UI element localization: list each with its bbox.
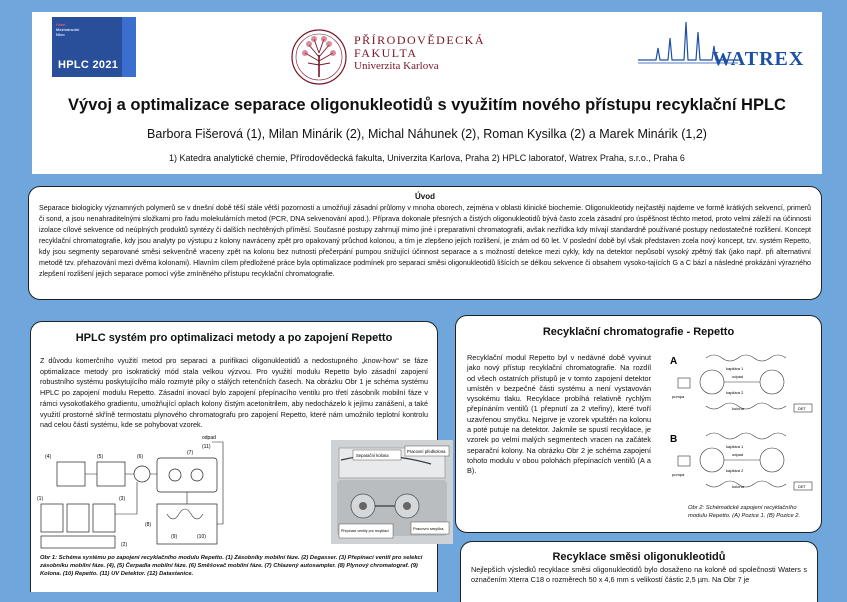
university-line3: Univerzita Karlova — [354, 60, 439, 72]
pump-b — [97, 462, 125, 486]
intro-heading: Úvod — [415, 192, 435, 201]
logo-stripe — [122, 17, 136, 77]
diagram-a — [670, 355, 812, 412]
university-name — [354, 34, 485, 73]
diag-label-11: (11) — [202, 444, 211, 450]
svg-text:kapilára 1: kapilára 1 — [726, 444, 744, 449]
diag-label-9: (9) — [171, 534, 178, 540]
svg-text:DET: DET — [798, 484, 806, 489]
intro-section — [28, 186, 822, 300]
svg-text:kolona: kolona — [732, 406, 744, 411]
svg-text:pumpa: pumpa — [672, 472, 685, 477]
hplc-schematic-diagram — [37, 434, 227, 554]
autosampler — [157, 458, 217, 492]
recycling-heading: Recyklační chromatografie - Repetto — [542, 326, 735, 338]
oligonucleotide-recycling-section — [460, 541, 818, 602]
recycling-section — [455, 315, 822, 533]
logo-line2: Mezinárodní — [56, 27, 80, 32]
authors: Barbora Fišerová (1), Milan Minárik (2), Michal Náhunek (2), Roman Kysilka (2) a Marek Minárik (1,2) — [147, 127, 707, 141]
university-line1: PŘÍRODOVĚDECKÁ — [354, 33, 486, 47]
logo-line3: Nivo — [56, 32, 65, 37]
diag-label-1: (1) — [37, 496, 44, 502]
diag-label-10: (10) — [197, 534, 206, 540]
repetto-valve-diagram — [666, 348, 816, 498]
diag-label-3: (3) — [119, 496, 126, 502]
svg-text:kapilára 1: kapilára 1 — [726, 366, 744, 371]
intro-text: Separace biologicky významných polymerů se v dnešní době těší stále větší pozornosti a umožňují zásadní průlomy v mnoha oborech, zejména v oblasti klinické biochemie. Oligonukleotidy nejčastěji najdeme ve formě krátkých sekvencí, primerů či sond, a jsou nenahraditelnými složkami pro řadu molekulárních metod (PCR, DNA sekvenování apod.). Příprava dokonale přesných a čistých oligonukleotidů bývá často zcela zásadní pro úspěšnost těchto metod, proto velmi záleží na účinnosti izolace cílové sekvence od neúplných produktů syntézy či dalších nechtěných příměsí. Současné postupy zahrnují mimo jiné i preparativní chromatografii, avšak nezřídka kdy mívají standardně používané postupy nedostatečné rozlišení. Koncept recyklační chromatografie, kdy jsou analyty po výstupu z kolony navráceny zpět pro opakovaný průchod kolonou, a tím je zlepšeno jejich rozlišení, je znám od 60 let. V poslední době byl však představen zcela nový koncept, tzv. systém Repetto, kdy jsou segmenty separované směsi sekvenčně vraceny zpět na kolonu bez nutnosti přečerpání pumpou snižující účinnost separace a s možností detekce mezi cykly, kdy na detektor nepůsobí vysoký zpětný tlak (jako např. při alternativní metodě tzv. přehazování mezi dvěma kolonami). Hlavním cílem předložené práce byla optimalizace podmínek pro separaci směsi oligonukleotidů lišících se délkou sekvence či obsahem vysoko-tajících G a C bází a následné prokázání výrazného zlepšení rozlišení jejich separace pomocí výše zmíněného přístupu recyklační chromatografie. — [39, 204, 811, 278]
svg-text:kapilára 2: kapilára 2 — [726, 390, 744, 395]
diag-label-4: (4) — [45, 454, 52, 460]
university-line2: FAKULTA — [354, 46, 418, 60]
figure2-caption: Obr 2: Schématické zapojení recyklačního modulu Repetto. (A) Pozice 1. (B) Pozice 2. — [688, 505, 801, 519]
university-seal-icon — [290, 27, 348, 87]
pump-a — [57, 462, 85, 486]
recycling-text: Recyklační modul Repetto byl v nedávné době vyvinut jako nový přístup recyklační chromatografie. Na rozdíl od všech ostatních přístupů je v tomto zapojení detektor umístěn v bezpečné části systému a není vystavován vysokému tlaku. Recyklace probíhá relativně rychlým přepínáním ventilů (1 přepnutí za 2 vteřiny), které tvoří uzavřenou smyčku. Nejprve je vzorek vpuštěn na kolonu a poté putuje na detektor. Jakmile se spustí recyklace, je vzorek po velmi malých segmentech vracen na začátek separační kolony. Na obrázku Obr 2 je schéma zapojení tohoto modulu v obou polohách přepínacích ventilů (A a B). — [467, 353, 651, 476]
repetto-photo — [331, 440, 453, 544]
watrex-logo: WATREX — [712, 48, 805, 70]
oligonucleotide-recycling-text: Nejlepších výsledků recyklace směsi oligonukleotidů bylo dosaženo na koloně od společnosti Waters s označením Xterra C18 o rozměrech 50 x 4,6 mm s velikostí částic 2,5 µm. Na Obr 7 je — [471, 565, 807, 584]
svg-text:kolona: kolona — [732, 484, 744, 489]
diag-label-6: (6) — [137, 454, 144, 460]
svg-text:odpad: odpad — [732, 452, 744, 457]
photo-label-pump: Pracovní předkolona — [407, 449, 446, 454]
photo-label-separation: Separační kolona — [356, 453, 389, 458]
logo-small-text — [56, 22, 79, 37]
diagram-b — [670, 433, 812, 490]
diag-a-letter: A — [670, 356, 678, 367]
logo-label: HPLC 2021 — [58, 59, 119, 71]
hplc-system-section — [30, 321, 446, 592]
svg-text:odpad: odpad — [732, 374, 744, 379]
logo-line1: Hotel — [56, 22, 66, 27]
gc-oven — [157, 504, 217, 544]
mixer — [134, 466, 150, 482]
photo-label-work: Pracovní smyčka — [413, 526, 444, 531]
photo-label-valves: Přepínací ventily pro recyklaci — [341, 529, 389, 533]
diag-b-letter: B — [670, 434, 678, 445]
svg-text:pumpa: pumpa — [672, 394, 685, 399]
svg-text:DET: DET — [798, 406, 806, 411]
hplc-2021-logo — [52, 17, 136, 77]
reservoir-2 — [67, 504, 89, 532]
oligonucleotide-recycling-heading: Recyklace směsi oligonukleotidů — [552, 551, 726, 563]
diag-label-2: (2) — [121, 542, 128, 548]
reservoir-3 — [93, 504, 115, 532]
diag-label-7: (7) — [187, 450, 194, 456]
hplc-system-heading: HPLC systém pro optimalizaci metody a po zapojení Repetto — [75, 332, 393, 344]
reservoir-1 — [41, 504, 63, 532]
diag-label-waste: odpad — [202, 435, 216, 441]
poster-title: Vývoj a optimalizace separace oligonukleotidů s využitím nového přístupu recyklační HPLC — [68, 96, 786, 114]
poster-header — [32, 12, 822, 174]
degasser — [41, 536, 115, 548]
svg-text:kapilára 2: kapilára 2 — [726, 468, 744, 473]
diag-label-8: (8) — [145, 522, 152, 528]
figure1-caption: Obr 1: Schéma systému po zapojení recyklačního modulu Repetto. (1) Zásobníky mobilní fáze. (2) Degasser. (3) Přepínací ventil pro selekci zásobníku mobilní fáze. (4), (5) Čerpadla mobilní fáze. (6) Směšovač mobilní fáze. (7) Chlazený autosampler. (8) Plynový chromatograf. (9) Kolona. (10) Repetto. (11) UV Detektor. (12) Datastanice. — [40, 555, 423, 577]
diag-label-5: (5) — [97, 454, 104, 460]
hplc-system-text: Z důvodu komerčního využití metod pro separaci a purifikaci oligonukleotidů a nedostupného „know-how“ se fáze optimalizace metody pro isokratický mód stala velkou výzvou. Pro využití modulu Repetto bylo zásadní zapojení robustního systému poskytujícího málo rozmyté píky o stálých retenčních časech. Na obrázku Obr 1 je schéma systému HPLC po zapojení modulu Repetto. Zásadní inovací bylo zapojení přepínacího ventilu pro třetí zásobník mobilní fáze v rámci vysokotlakého gradientu, umožňující oplach kolony čistým acetonitrilem, aby nedocházelo k jejímu zanášení, a také využití prostorné skříně termostatu plynového chromatografu pro zapojení Repetto, které nám umožnilo teplotní kontrolu nad celou částí systému, kde se pohybovat vzorek. — [40, 356, 428, 430]
affiliations: 1) Katedra analytické chemie, Přírodovědecká fakulta, Univerzita Karlova, Praha 2) HPLC laboratoř, Watrex Praha, s.r.o., Praha 6 — [169, 153, 685, 163]
